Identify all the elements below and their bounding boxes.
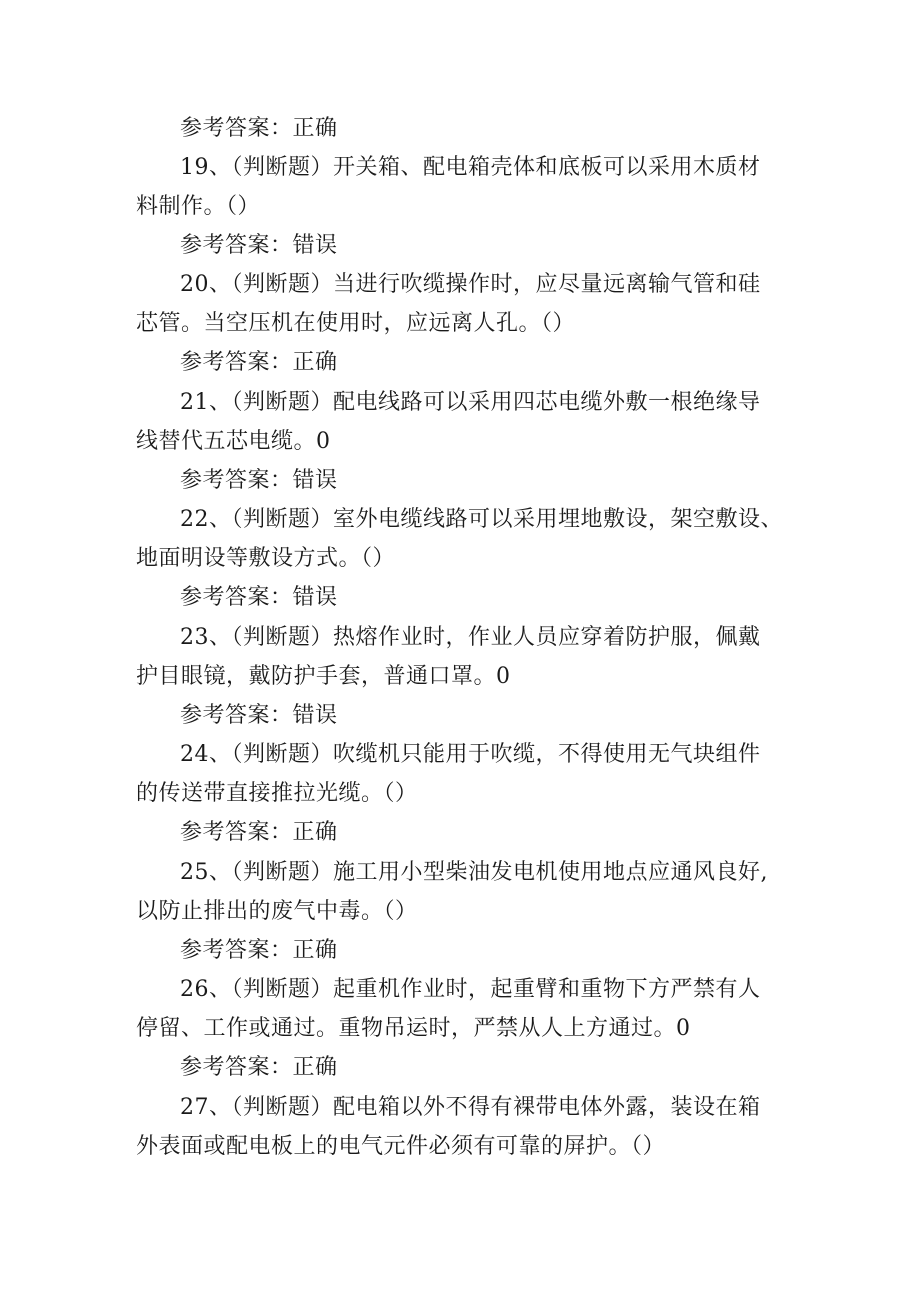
question-23-line-2: 护目眼镜，戴防护手套，普通口罩。0 bbox=[136, 664, 511, 689]
question-26-line-1: 26、（判断题）起重机作业时，起重臂和重物下方严禁有人 bbox=[180, 977, 761, 1002]
answer-label: 参考答案： bbox=[180, 938, 293, 963]
answer-value: 错误 bbox=[292, 468, 338, 493]
answer-label: 参考答案： bbox=[180, 233, 293, 258]
question-19-line-1: 19、（判断题）开关箱、配电箱壳体和底板可以采用木质材 bbox=[180, 155, 761, 180]
answer-label: 参考答案： bbox=[180, 468, 293, 493]
answer-line bbox=[180, 348, 338, 378]
answer-line bbox=[180, 936, 338, 966]
question-27-line-1: 27、（判断题）配电箱以外不得有裸带电体外露，装设在箱 bbox=[180, 1095, 761, 1120]
question-20-line-2: 芯管。当空压机在使用时，应远离人孔。（） bbox=[136, 311, 576, 336]
answer-line bbox=[180, 818, 338, 848]
question-26-line-2: 停留、工作或通过。重物吊运时，严禁从人上方通过。0 bbox=[136, 1016, 691, 1041]
answer-value: 正确 bbox=[292, 820, 338, 845]
question-27-line-2: 外表面或配电板上的电气元件必须有可靠的屏护。（） bbox=[136, 1134, 666, 1159]
answer-line bbox=[180, 114, 338, 144]
question-21-line-1: 21、（判断题）配电线路可以采用四芯电缆外敷一根绝缘导 bbox=[180, 390, 761, 415]
answer-label: 参考答案： bbox=[180, 703, 293, 728]
question-24-line-2: 的传送带直接推拉光缆。（） bbox=[136, 781, 418, 806]
question-24-line-1: 24、（判断题）吹缆机只能用于吹缆，不得使用无气块组件 bbox=[180, 742, 761, 767]
answer-value: 正确 bbox=[292, 1055, 338, 1080]
answer-line bbox=[180, 1053, 338, 1083]
answer-label: 参考答案： bbox=[180, 585, 293, 610]
answer-label: 参考答案： bbox=[180, 1055, 293, 1080]
answer-value: 错误 bbox=[292, 703, 338, 728]
answer-line bbox=[180, 701, 338, 731]
answer-label: 参考答案： bbox=[180, 350, 293, 375]
question-25-line-1: 25、（判断题）施工用小型柴油发电机使用地点应通风良好, bbox=[180, 860, 768, 885]
answer-value: 正确 bbox=[292, 350, 338, 375]
question-22-line-1: 22、（判断题）室外电缆线路可以采用埋地敷设，架空敷设、 bbox=[180, 507, 783, 532]
answer-line bbox=[180, 466, 338, 496]
question-19-line-2: 料制作。（） bbox=[136, 194, 261, 219]
answer-line bbox=[180, 231, 338, 261]
question-22-line-2: 地面明设等敷设方式。（） bbox=[136, 546, 396, 571]
answer-value: 正确 bbox=[292, 116, 338, 141]
answer-value: 错误 bbox=[292, 585, 338, 610]
question-20-line-1: 20、（判断题）当进行吹缆操作时，应尽量远离输气管和硅 bbox=[180, 272, 761, 297]
question-23-line-1: 23、（判断题）热熔作业时，作业人员应穿着防护服，佩戴 bbox=[180, 625, 761, 650]
answer-value: 错误 bbox=[292, 233, 338, 258]
question-21-line-2: 线替代五芯电缆。0 bbox=[136, 429, 331, 454]
answer-value: 正确 bbox=[292, 938, 338, 963]
answer-label: 参考答案： bbox=[180, 820, 293, 845]
question-25-line-2: 以防止排出的废气中毒。（） bbox=[136, 899, 418, 924]
answer-label: 参考答案： bbox=[180, 116, 293, 141]
answer-line bbox=[180, 583, 338, 613]
